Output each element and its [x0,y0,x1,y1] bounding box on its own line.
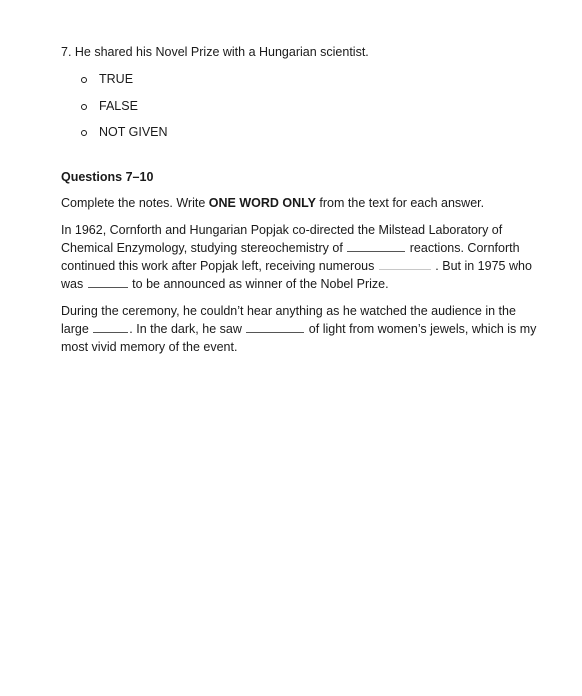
note-text: . But in 1975 who was [61,259,532,291]
answer-gap-4[interactable] [93,320,128,333]
option-true[interactable] [81,70,546,88]
option-not-given[interactable] [81,123,546,141]
circle-bullet-icon [81,77,87,83]
option-label: NOT GIVEN [99,125,168,139]
answer-gap-3[interactable] [88,275,128,288]
option-label: TRUE [99,72,134,86]
answer-gap-2[interactable] [379,257,431,270]
circle-bullet-icon [81,104,87,110]
answer-options [61,70,546,141]
note-text: . In the dark, he saw [129,322,246,336]
notes-paragraph-1 [61,221,546,293]
note-text: of light from women’s jewels, which is my most vivid memory of the event. [61,322,537,354]
circle-bullet-icon [81,130,87,136]
answer-gap-5[interactable] [246,320,304,333]
option-false[interactable] [81,97,546,115]
note-text: to be announced as winner of the Nobel Prize. [128,277,389,291]
instructions [61,194,546,212]
section-title: Questions 7–10 [61,170,154,184]
note-text: During the ceremony, he couldn’t hear anything as he watched the audience in the large [61,304,516,336]
note-text: reactions. Cornforth continued this work after Popjak left, receiving numerous [61,241,520,273]
instruction-text: Complete the notes. Write [61,196,209,210]
notes-paragraph-2 [61,302,546,356]
instruction-emphasis: ONE WORD ONLY [208,196,316,210]
instruction-text: from the text for each answer. [315,196,485,210]
option-label: FALSE [99,98,138,113]
note-text: In 1962, Cornforth and Hungarian Popjak co-directed the Milstead Laboratory of Chemical Enzymology, studying stereochemistry of [61,223,503,255]
question-7: 7. He shared his Novel Prize with a Hungarian scientist. [61,45,369,59]
document-page [61,43,546,356]
answer-gap-1[interactable] [347,239,405,252]
